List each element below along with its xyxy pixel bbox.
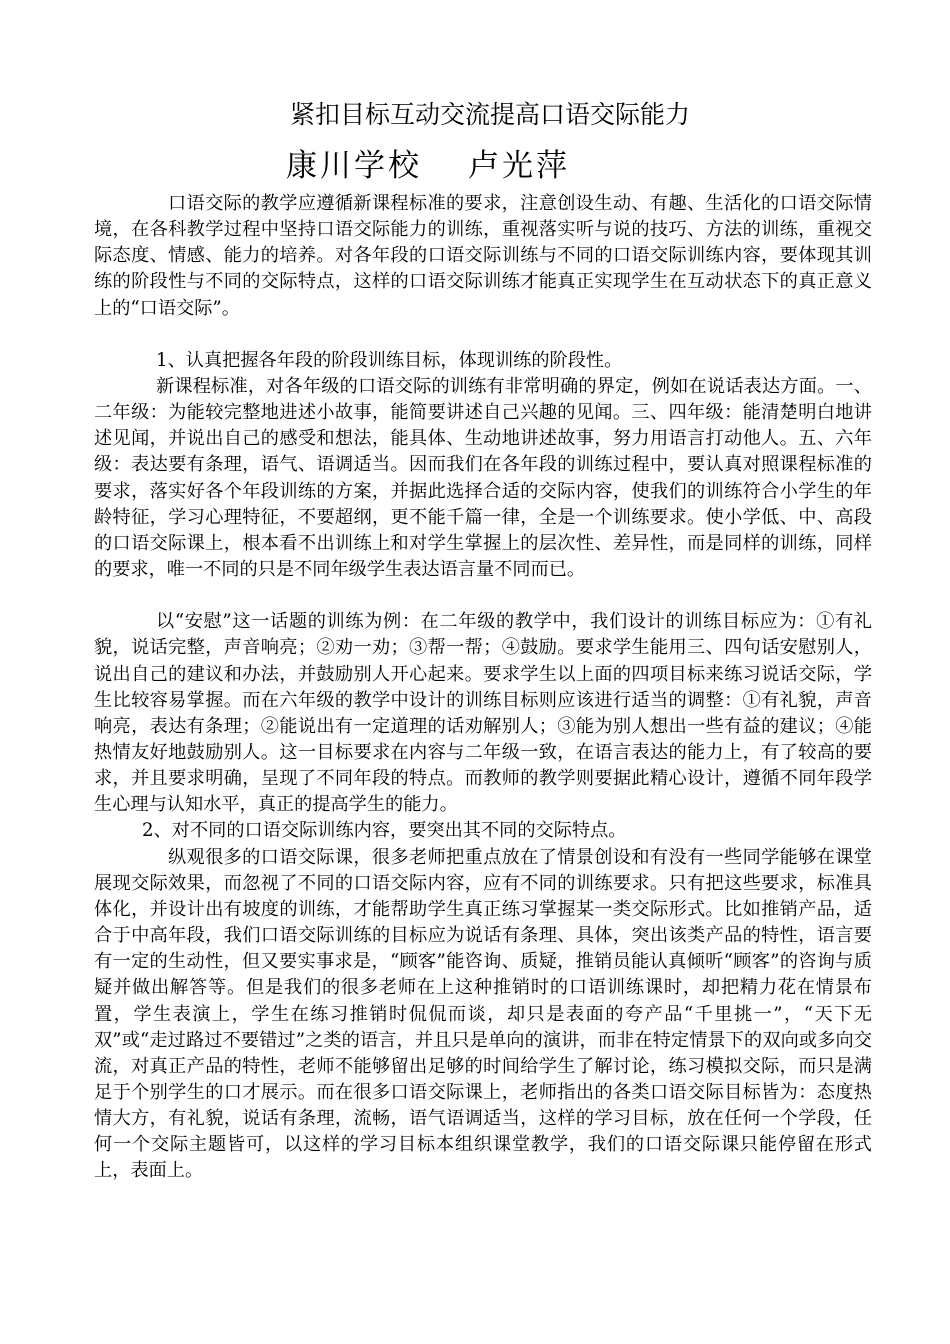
paragraph-spacer — [94, 322, 872, 348]
document-body — [94, 191, 872, 1185]
section-heading-2: 2、对不同的口语交际训练内容，要突出其不同的交际特点。 — [142, 820, 627, 842]
section-1-paragraph-1: 新课程标准，对各年级的口语交际的训练有非常明确的界定，例如在说话表达方面。一、二年级：为能较完整地进述小故事，能简要讲述自己兴趣的见闻。三、四年级：能清楚明白地讲述见闻，并说出自己的感受和想法，能具体、生动地讲述故事，努力用语言打动他人。五、六年级：表达要有条理，语气、语调适当。因而我们在各年段的训练过程中，要认真对照课程标准的要求，落实好各个年段训练的方案，并据此选择合适的交际内容，使我们的训练符合小学生的年龄特征，学习心理特征，不要超纲，更不能千篇一律，全是一个训练要求。使小学低、中、高段的口语交际课上，根本看不出训练上和对学生掌握上的层次性、差异性，而是同样的训练，同样的要求，唯一不同的只是不同年级学生表达语言量不同而已。 — [94, 375, 872, 581]
document-title: 紧扣目标互动交流提高口语交际能力 — [289, 100, 690, 129]
section-heading-1: 1、认真把握各年段的阶段训练目标，体现训练的阶段性。 — [156, 349, 623, 371]
author-school: 康川学校 — [286, 148, 422, 184]
author-line — [286, 145, 570, 187]
section-2-paragraph-1: 纵观很多的口语交际课，很多老师把重点放在了情景创设和有没有一些同学能够在课堂展现交际效果，而忽视了不同的口语交际内容，应有不同的训练要求。只有把这些要求，标准具体化，并设计出有坡度的训练，才能帮助学生真正练习掌握某一类交际形式。比如推销产品，适合于中高年段，我们口语交际训练的目标应为说话有条理、具体，突出该类产品的特性，语言要有一定的生动性，但又要实事求是，“顾客”能咨询、质疑，推销员能认真倾听“顾客”的咨询与质疑并做出解答等。但是我们的很多老师在上这种推销时的口语训练课时，却把精力花在情景布置，学生表演上，学生在练习推销时侃侃而谈，却只是表面的夸产品“千里挑一”，“天下无双”或“走过路过不要错过”之类的语言，并且只是单向的演讲，而非在特定情景下的双向或多向交流，对真正产品的特性，老师不能够留出足够的时间给学生了解讨论，练习模拟交际，而只是满足于个别学生的口才展示。而在很多口语交际课上，老师指出的各类口语交际目标皆为：态度热情大方，有礼貌，说话有条理，流畅，语气语调适当，这样的学习目标，放在任何一个学段，任何一个交际主题皆可，以这样的学习目标本组织课堂教学，我们的口语交际课只能停留在形式上，表面上。 — [94, 846, 872, 1182]
intro-paragraph: 口语交际的教学应遵循新课程标准的要求，注意创设生动、有趣、生活化的口语交际情境，在各科教学过程中坚持口语交际能力的训练，重视落实听与说的技巧、方法的训练，重视交际态度、情感、能力的培养。对各年段的口语交际训练与不同的口语交际训练内容，要体现其训练的阶段性与不同的交际特点，这样的口语交际训练才能真正实现学生在互动状态下的真正意义上的“口语交际”。 — [94, 193, 872, 319]
paragraph-spacer — [94, 583, 872, 609]
author-name: 卢光萍 — [468, 148, 570, 184]
section-1-paragraph-2: 以“安慰”这一话题的训练为例：在二年级的教学中，我们设计的训练目标应为：①有礼貌，说话完整，声音响亮；②劝一劝；③帮一帮；④鼓励。要求学生能用三、四句话安慰别人，说出自己的建议和办法，并鼓励别人开心起来。要求学生以上面的四项目标来练习说话交际，学生比较容易掌握。而在六年级的教学中设计的训练目标则应该进行适当的调整：①有礼貌，声音响亮，表达有条理；②能说出有一定道理的话劝解别人；③能为别人想出一些有益的建议；④能热情友好地鼓励别人。这一目标要求在内容与二年级一致，在语言表达的能力上，有了较高的要求，并且要求明确，呈现了不同年段的特点。而教师的教学则要据此精心设计，遵循不同年段学生心理与认知水平，真正的提高学生的能力。 — [94, 611, 872, 816]
